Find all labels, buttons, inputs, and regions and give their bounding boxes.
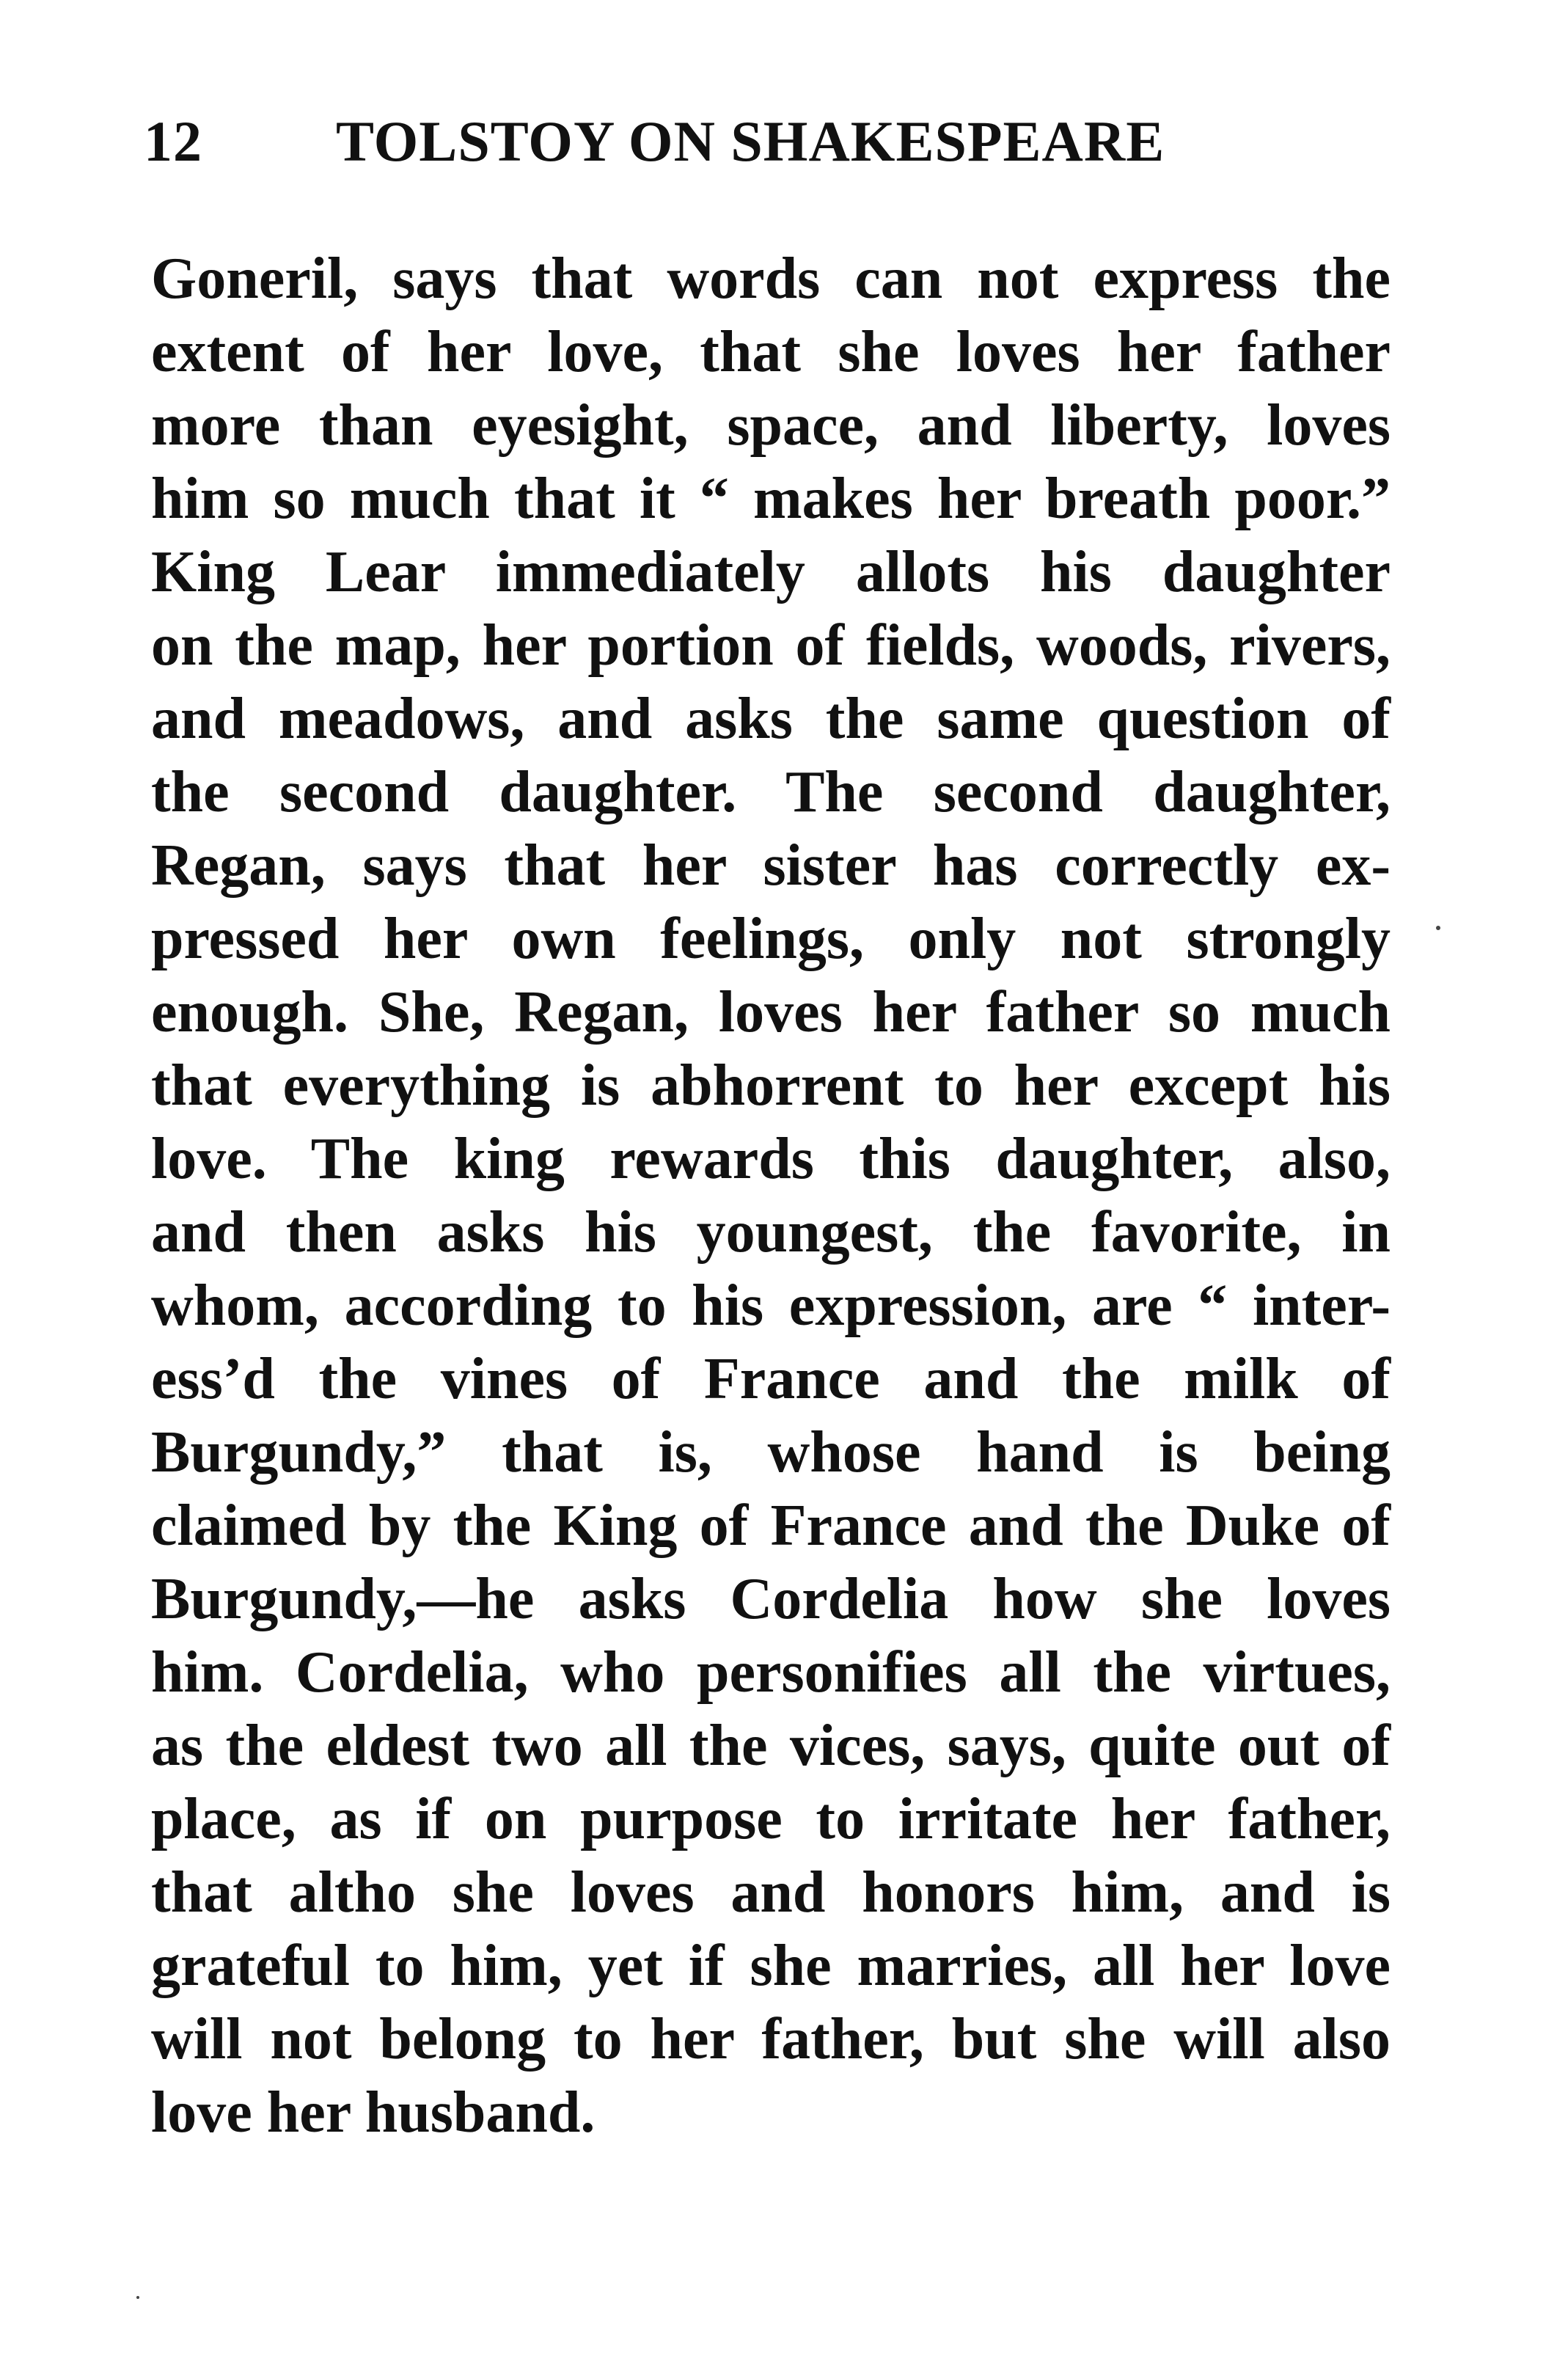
scan-speck — [136, 2296, 139, 2299]
running-title: TOLSTOY ON SHAKESPEARE — [336, 109, 1165, 173]
text-line: more than eyesight, space, and liberty, loves — [151, 393, 1391, 458]
text-line: and then asks his youngest, the favorite, in — [151, 1200, 1391, 1265]
text-line: as the eldest two all the vices, says, quite out of — [151, 1714, 1391, 1778]
text-line: place, as if on purpose to irritate her father, — [151, 1787, 1391, 1851]
text-line: enough. She, Regan, loves her father so much — [151, 980, 1391, 1045]
text-line: will not belong to her father, but she will also — [151, 2007, 1391, 2072]
text-line: him. Cordelia, who personifies all the virtues, — [151, 1640, 1391, 1705]
scan-speck — [1436, 926, 1440, 930]
text-line: extent of her love, that she loves her father — [151, 320, 1391, 384]
text-line: and meadows, and asks the same question of — [151, 687, 1391, 751]
text-line: pressed her own feelings, only not strongly — [151, 907, 1391, 971]
running-head — [144, 109, 1383, 175]
text-line: whom, according to his expression, are “ inter- — [151, 1273, 1391, 1338]
body-text — [151, 242, 1391, 2149]
text-line: ess’d the vines of France and the milk of — [151, 1347, 1391, 1411]
page-number: 12 — [144, 109, 202, 173]
text-line: that everything is abhorrent to her except his — [151, 1053, 1391, 1118]
text-line: love. The king rewards this daughter, also, — [151, 1127, 1391, 1191]
text-line: that altho she loves and honors him, and is — [151, 1860, 1391, 1925]
text-line: claimed by the King of France and the Duke of — [151, 1493, 1391, 1558]
text-line: Regan, says that her sister has correctly ex- — [151, 833, 1391, 898]
text-line: on the map, her portion of fields, woods, rivers, — [151, 613, 1391, 678]
text-line: Burgundy,—he asks Cordelia how she loves — [151, 1567, 1391, 1631]
text-line: Goneril, says that words can not express the — [151, 246, 1391, 311]
text-line: him so much that it “ makes her breath poor.” — [151, 467, 1391, 531]
text-line: grateful to him, yet if she marries, all her love — [151, 1934, 1391, 1998]
text-line: King Lear immediately allots his daughter — [151, 540, 1391, 604]
text-line: the second daughter. The second daughter, — [151, 760, 1391, 824]
text-line: Burgundy,” that is, whose hand is being — [151, 1420, 1391, 1485]
text-line: love her husband. — [151, 2080, 596, 2145]
